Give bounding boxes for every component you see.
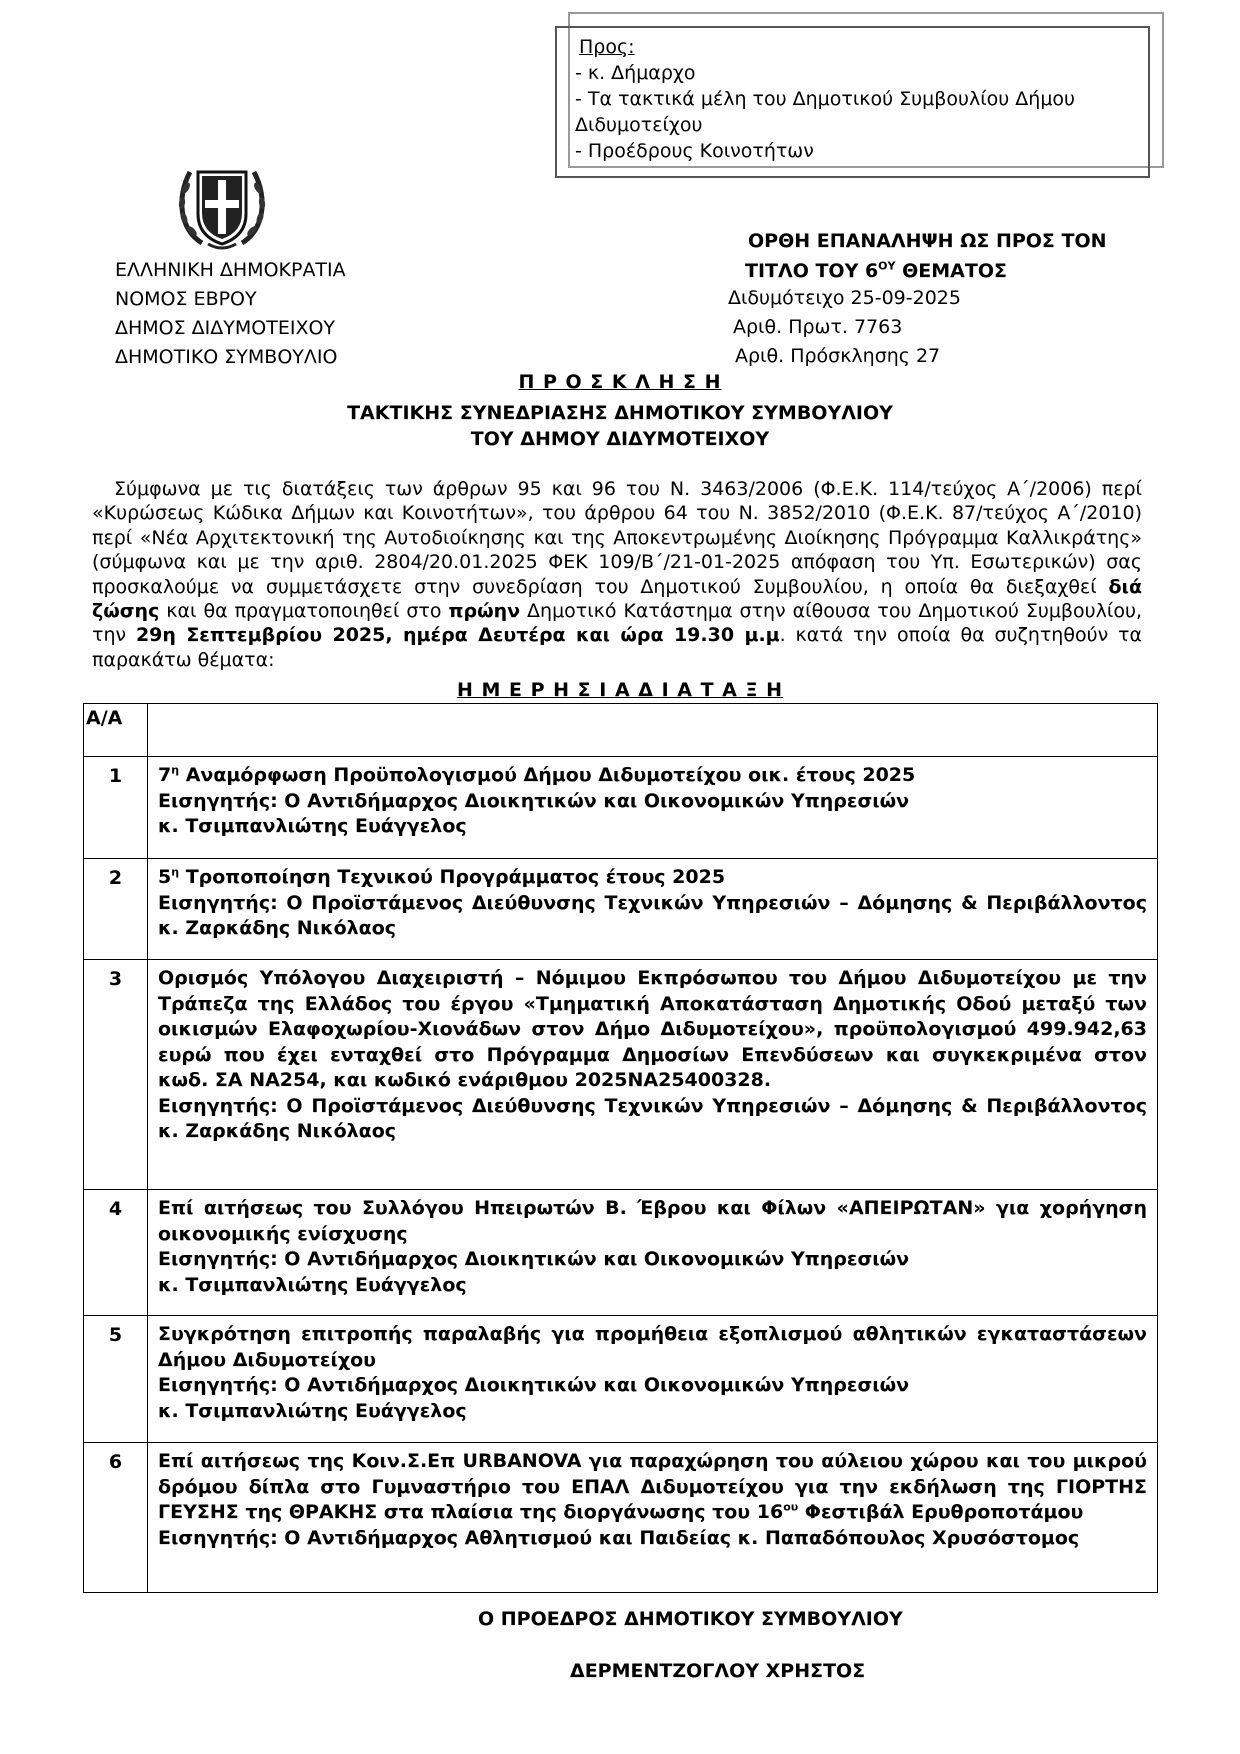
intro-text-4: . κατά την οποία θα συζητηθούν τα παρακάτω θέματα: xyxy=(92,624,1142,671)
agenda-item-content xyxy=(148,1443,1158,1593)
intro-bold-3: 29η Σεπτεμβρίου 2025, ημέρα Δευτέρα και ώρα 19.30 μ.μ xyxy=(135,624,780,647)
agenda-item-rapporteur: Εισηγητής: Ο Αντιδήμαρχος Αθλητισμού και Παιδείας κ. Παπαδόπουλος Χρυσόστομος xyxy=(158,1526,1080,1549)
document-meta xyxy=(728,284,961,371)
agenda-item-title: Συγκρότηση επιτροπής παραλαβής για προμήθεια εξοπλισμού αθλητικών εγκαταστάσεων Δήμου Διδυμοτείχου xyxy=(158,1323,1147,1371)
agenda-item-title-text-end: Φεστιβάλ Ερυθροποτάμου xyxy=(798,1501,1084,1523)
ordinal-number: 5 xyxy=(158,866,172,888)
correction-note xyxy=(745,226,1148,286)
agenda-item-rapporteur: Εισηγητής: Ο Προϊστάμενος Διεύθυνσης Τεχνικών Υπηρεσιών – Δόμησης & Περιβάλλοντος κ. Ζαρκάδης Νικόλαος xyxy=(158,1094,1147,1142)
agenda-item-number: 1 xyxy=(84,757,148,859)
intro-text-3: Δημοτικό Κατάστημα στην αίθουσα του Δημοτικού Συμβουλίου, την xyxy=(92,600,1143,647)
issuer-block xyxy=(115,256,346,372)
agenda-item-rapporteur: Εισηγητής: Ο Αντιδήμαρχος Διοικητικών και Οικονομικών Υπηρεσιών xyxy=(158,1248,910,1270)
agenda-row xyxy=(84,859,1158,960)
agenda-row xyxy=(84,960,1158,1190)
invitation-title xyxy=(0,371,1240,393)
intro-text-2: και θα πραγματοποιηθεί στο xyxy=(159,600,449,623)
recipient-line: - Προέδρους Κοινοτήτων xyxy=(575,140,814,162)
issuer-municipality: ΔΗΜΟΣ ΔΙΔΥΜΟΤΕΙΧΟΥ xyxy=(115,317,336,339)
place-date: Διδυμότειχο 25-09-2025 xyxy=(728,287,961,309)
signature-role: Ο ΠΡΟΕΔΡΟΣ ΔΗΜΟΤΙΚΟΥ ΣΥΜΒΟΥΛΙΟΥ xyxy=(478,1608,903,1630)
intro-bold-2: πρώην xyxy=(448,600,521,623)
protocol-number: Αριθ. Πρωτ. 7763 xyxy=(733,316,903,338)
invitation-title-text: Π Ρ Ο Σ Κ Λ Η Σ Η xyxy=(518,371,722,393)
issuer-council: ΔΗΜΟΤΙΚΟ ΣΥΜΒΟΥΛΙΟ xyxy=(115,346,338,368)
agenda-item-title-text: Αναμόρφωση Προϋπολογισμού Δήμου Διδυμοτείχου οικ. έτους 2025 xyxy=(179,764,916,786)
agenda-item-content xyxy=(148,960,1158,1190)
recipients-to-label: Προς: xyxy=(579,36,635,58)
invitation-number: Αριθ. Πρόσκλησης 27 xyxy=(735,345,941,367)
agenda-item-content xyxy=(148,1190,1158,1316)
agenda-row xyxy=(84,1443,1158,1593)
agenda-item-number: 3 xyxy=(84,960,148,1190)
correction-line-2-sup: ΟΥ xyxy=(878,259,896,273)
agenda-heading xyxy=(0,679,1240,701)
correction-line-2 xyxy=(745,256,1148,286)
agenda-item-title-text: Τροποποίηση Τεχνικού Προγράμματος έτους 2025 xyxy=(179,866,726,888)
agenda-item-number: 2 xyxy=(84,859,148,960)
agenda-row xyxy=(84,1316,1158,1443)
issuer-prefecture: ΝΟΜΟΣ ΕΒΡΟΥ xyxy=(115,288,257,310)
correction-line-2-post: ΘΕΜΑΤΟΣ xyxy=(895,260,1007,282)
agenda-header-row xyxy=(84,704,1158,757)
agenda-item-rapporteur: Εισηγητής: Ο Προϊστάμενος Διεύθυνσης Τεχνικών Υπηρεσιών – Δόμησης & Περιβάλλοντος κ. Ζαρκάδης Νικόλαος xyxy=(158,891,1147,939)
session-title-line-1: ΤΑΚΤΙΚΗΣ ΣΥΝΕΔΡΙΑΣΗΣ ΔΗΜΟΤΙΚΟΥ ΣΥΜΒΟΥΛΙΟΥ xyxy=(347,402,893,424)
intro-paragraph xyxy=(92,477,1142,672)
agenda-item-number: 6 xyxy=(84,1443,148,1593)
agenda-item-title xyxy=(158,865,1147,891)
signature-name: ΔΕΡΜΕΝΤΖΟΓΛΟΥ ΧΡΗΣΤΟΣ xyxy=(570,1660,866,1682)
agenda-row xyxy=(84,1190,1158,1316)
recipients-list xyxy=(575,34,1135,164)
agenda-item-number: 5 xyxy=(84,1316,148,1443)
agenda-table xyxy=(83,703,1158,1593)
agenda-item-content xyxy=(148,859,1158,960)
session-title-line-2: ΤΟΥ ΔΗΜΟΥ ΔΙΔΥΜΟΤΕΙΧΟΥ xyxy=(470,428,770,450)
agenda-col-header: Α/Α xyxy=(84,704,148,757)
greek-coat-of-arms-icon xyxy=(172,158,272,254)
agenda-heading-text: Η Μ Ε Ρ Η Σ Ι Α Δ Ι Α Τ Α Ξ Η xyxy=(456,679,784,701)
agenda-item-rapporteur-name: κ. Τσιμπανλιώτης Ευάγγελος xyxy=(158,1399,467,1422)
agenda-item-title: Ορισμός Υπόλογου Διαχειριστή – Νόμιμου Εκπρόσωπου του Δήμου Διδυμοτείχου με την Τράπεζα της Ελλάδος του έργου «Τμηματική Αποκατάσταση Δημοτικής Οδού μεταξύ των οικισμών Ελαφοχωρίου-Χιονάδων στον Δήμο Διδυμοτείχου», προϋπολογισμού 499.942,63 ευρώ που έχει ενταχθεί στο Πρόγραμμα Δημοσίων Επενδύσεων και συγκεκριμένα στον κωδ. ΣΑ ΝΑ254, και κωδικό ενάριθμου 2025ΝΑ25400328. xyxy=(158,967,1147,1091)
agenda-item-rapporteur-name: κ. Τσιμπανλιώτης Ευάγγελος xyxy=(158,1273,467,1296)
agenda-item-title-text: Επί αιτήσεως της Κοιν.Σ.Επ URBANOVA για παραχώρηση του αύλειου χώρου και του μικρού δρόμου δίπλα στο Γυμναστήριο του ΕΠΑΛ Διδυμοτείχου για την εκδήλωση της ΓΙΟΡΤΗΣ ΓΕΥΣΗΣ της ΘΡΑΚΗΣ στα πλαίσια της διοργάνωσης του 16 xyxy=(158,1450,1147,1523)
issuer-country: ΕΛΛΗΝΙΚΗ ΔΗΜΟΚΡΑΤΙΑ xyxy=(115,259,346,281)
agenda-item-title: Επί αιτήσεως του Συλλόγου Ηπειρωτών Β. Έβρου και Φίλων «ΑΠΕΙΡΩΤΑΝ» για χορήγηση οικονομικής ενίσχυσης xyxy=(158,1197,1147,1245)
agenda-row xyxy=(84,757,1158,859)
agenda-item-rapporteur: Εισηγητής: Ο Αντιδήμαρχος Διοικητικών και Οικονομικών Υπηρεσιών xyxy=(158,789,910,812)
agenda-item-title xyxy=(158,1449,1147,1526)
agenda-item-content xyxy=(148,1316,1158,1443)
intro-bold-1: διά ζώσης xyxy=(92,575,1142,623)
ordinal-number: 7 xyxy=(158,764,172,786)
agenda-item-rapporteur: Εισηγητής: Ο Αντιδήμαρχος Διοικητικών και Οικονομικών Υπηρεσιών xyxy=(158,1374,910,1396)
recipient-line: - Τα τακτικά μέλη του Δημοτικού Συμβουλίου Δήμου xyxy=(575,88,1076,110)
ordinal-suffix: ου xyxy=(783,1500,799,1514)
recipient-line: Διδυμοτείχου xyxy=(575,114,703,136)
ordinal-suffix: η xyxy=(171,865,180,879)
recipient-line: - κ. Δήμαρχο xyxy=(575,62,696,84)
agenda-item-content xyxy=(148,757,1158,859)
agenda-item-title xyxy=(158,763,1147,789)
agenda-item-number: 4 xyxy=(84,1190,148,1316)
agenda-item-rapporteur-name: κ. Τσιμπανλιώτης Ευάγγελος xyxy=(158,815,467,837)
ordinal-suffix: η xyxy=(171,763,180,777)
correction-line-2-pre: ΤΙΤΛΟ ΤΟΥ 6 xyxy=(745,260,879,282)
agenda-header-blank xyxy=(148,704,1158,757)
correction-line-1: ΟΡΘΗ ΕΠΑΝΑΛΗΨΗ ΩΣ ΠΡΟΣ ΤΟΝ xyxy=(748,230,1107,252)
intro-text-1: Σύμφωνα με τις διατάξεις των άρθρων 95 και 96 του Ν. 3463/2006 (Φ.Ε.Κ. 114/τεύχος Α΄/2006) περί «Κυρώσεως Κώδικα Δήμων και Κοινοτήτων», του άρθρου 64 του Ν. 3852/2010 (Φ.Ε.Κ. 87/τεύχος Α΄/2010) περί «Νέα Αρχιτεκτονική της Αυτοδιοίκησης και της Αποκεντρωμένης Διοίκησης Πρόγραμμα Καλλικράτης» (σύμφωνα και με την αριθ. 2804/20.01.2025 ΦΕΚ 109/Β΄/21-01-2025 απόφαση του Υπ. Εσωτερικών) σας προσκαλούμε να συμμετάσχετε στην συνεδρίαση του Δημοτικού Συμβουλίου, η οποία θα διεξαχθεί xyxy=(92,478,1142,598)
